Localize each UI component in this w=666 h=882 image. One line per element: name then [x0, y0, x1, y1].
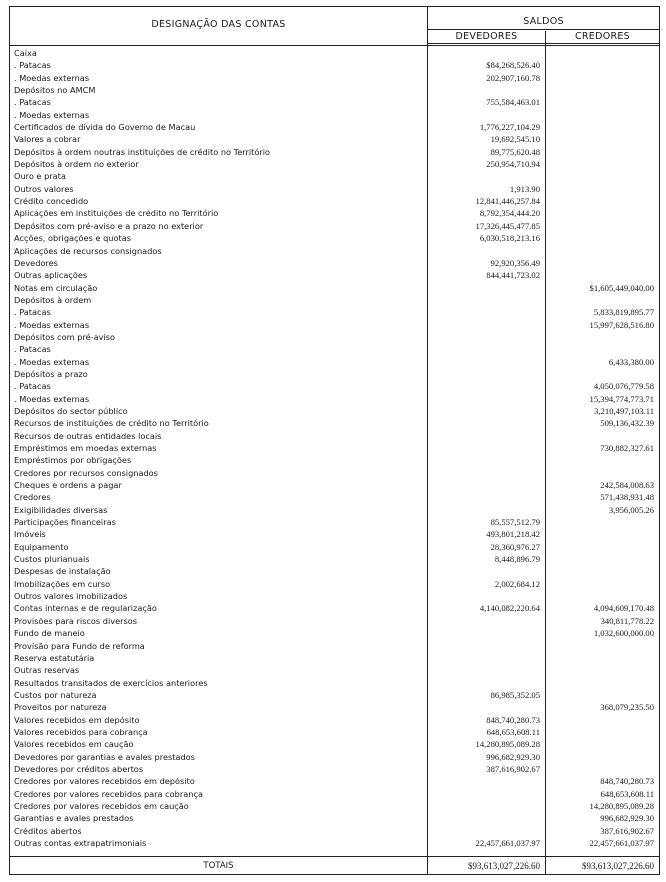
account-name: Devedores por garantias e avales prestados	[14, 751, 195, 762]
account-name: . Moedas externas	[14, 356, 90, 367]
account-name: Depósitos com pré-aviso e a prazo no exterior	[14, 220, 204, 231]
table-row	[10, 430, 659, 442]
debit-balance: 6,030,518,213.16	[479, 233, 540, 244]
account-name: Devedores por créditos abertos	[14, 763, 144, 774]
account-name: . Patacas	[14, 60, 51, 71]
table-row	[10, 454, 659, 466]
table-row	[10, 183, 659, 195]
credit-balance: $1,605,449,040.00	[589, 282, 654, 293]
account-name: Cheques e ordens a pagar	[14, 480, 122, 491]
credit-balance: 387,616,902.67	[600, 825, 654, 836]
account-name: Aplicações em instituições de crédito no Território	[14, 208, 219, 219]
account-name: Credores por valores recebidos em caução	[14, 800, 189, 811]
credit-balance: 4,094,609,170.48	[593, 603, 654, 614]
account-name: Proveitos por natureza	[14, 702, 107, 713]
table-row	[10, 133, 659, 145]
credit-balance: 3,210,497,103.11	[594, 405, 654, 416]
debit-balance: 648,653,608.11	[486, 726, 540, 737]
table-row	[10, 294, 659, 306]
totals-top-rule	[10, 856, 659, 857]
account-name: Imóveis	[14, 529, 46, 540]
table-row	[10, 541, 659, 553]
table-row	[10, 726, 659, 738]
table-row	[10, 516, 659, 528]
account-name: Provisão para Fundo de reforma	[14, 640, 145, 651]
account-name: Custos plurianuais	[14, 554, 90, 565]
account-name: Outras aplicações	[14, 270, 88, 281]
table-row	[10, 442, 659, 454]
account-name: Credores por valores recebidos em depósito	[14, 776, 195, 787]
debit-balance: 19,692,545.10	[490, 134, 540, 145]
account-name: Depósitos à ordem noutras instituições de crédito no Território	[14, 146, 271, 157]
credit-balance: 15,394,774,773.71	[589, 393, 654, 404]
table-row	[10, 664, 659, 676]
table-row	[10, 837, 659, 849]
account-name: Valores recebidos em depósito	[14, 714, 140, 725]
account-name: . Patacas	[14, 381, 51, 392]
account-name: Garantias e avales prestados	[14, 813, 134, 824]
account-name: Notas em circulação	[14, 282, 98, 293]
debit-balance: 250,954,710.94	[486, 159, 540, 170]
account-name: Depósitos à ordem	[14, 294, 92, 305]
account-name: Recursos de outras entidades locais	[14, 430, 162, 441]
header-devedores: DEVEDORES	[455, 31, 518, 42]
table-row	[10, 232, 659, 244]
account-name: Valores recebidos em caução	[14, 739, 134, 750]
totals-debit: $93,613,027,226.60	[468, 861, 540, 871]
account-name: Reserva estatutária	[14, 652, 95, 663]
account-name: Resultados transitados de exercícios anteriores	[14, 677, 208, 688]
credit-balance: 3,956,005.26	[608, 504, 654, 515]
table-row	[10, 491, 659, 503]
account-name: Devedores	[14, 257, 58, 268]
debit-balance: 17,326,445,477.85	[475, 220, 540, 231]
table-row	[10, 714, 659, 726]
account-name: Ouro e prata	[14, 171, 66, 182]
table-row	[10, 590, 659, 602]
account-name: Crédito concedido	[14, 196, 89, 207]
debit-balance: 996,682,929.30	[486, 751, 540, 762]
table-row	[10, 356, 659, 368]
account-name: Credores por recursos consignados	[14, 467, 158, 478]
account-name: . Moedas externas	[14, 109, 90, 120]
credit-balance: 1,032,600,000.00	[593, 628, 654, 639]
header-credores: CREDORES	[574, 31, 631, 42]
header-rule-saldos	[427, 29, 659, 30]
account-name: Empréstimos por obrigações	[14, 455, 132, 466]
debit-balance: 1,776,227,104.29	[479, 122, 540, 133]
debit-balance: 14,280,895,089.28	[475, 739, 540, 750]
debit-balance: 2,002,684.12	[494, 578, 540, 589]
credit-balance: 6,433,380.00	[608, 356, 654, 367]
debit-balance: 844,441,723.02	[486, 270, 540, 281]
table-row	[10, 245, 659, 257]
account-name: Outros valores	[14, 183, 74, 194]
credit-balance: 4,050,076,779.58	[593, 381, 654, 392]
account-name: . Moedas externas	[14, 319, 90, 330]
table-row	[10, 319, 659, 331]
debit-balance: 28,360,976.27	[490, 541, 540, 552]
account-name: Depósitos com pré-aviso	[14, 331, 116, 342]
debit-balance: 755,584,463.01	[486, 97, 540, 108]
totals-credit: $93,613,027,226.60	[582, 861, 654, 871]
account-name: Valores recebidos para cobrança	[14, 726, 148, 737]
account-name: Empréstimos em moedas externas	[14, 443, 157, 453]
account-name: Provisões para riscos diversos	[14, 615, 138, 626]
credit-balance: 242,584,008.63	[600, 480, 654, 491]
header-designation: DESIGNAÇÃO DAS CONTAS	[151, 19, 286, 30]
account-name: Despesas de instalação	[14, 566, 111, 577]
debit-balance: 89,775,620.48	[490, 146, 540, 157]
table-row	[10, 615, 659, 627]
table-row	[10, 220, 659, 232]
credit-balance: 848,740,280.73	[600, 776, 654, 787]
credit-balance: 996,682,929.30	[600, 813, 654, 824]
credit-balance: 15,997,628,516.80	[589, 319, 654, 330]
account-name: Equipamento	[14, 541, 69, 552]
debit-balance: 8,448,896.79	[494, 554, 540, 565]
account-name: Depósitos no AMCM	[14, 85, 96, 96]
account-name: Fundo de maneio	[14, 628, 85, 639]
table-row	[10, 812, 659, 824]
header-bottom-rule	[10, 45, 659, 46]
account-name: Acções, obrigações e quotas	[14, 233, 131, 244]
table-row	[10, 170, 659, 182]
account-name: . Moedas externas	[14, 72, 90, 83]
table-row	[10, 380, 659, 392]
table-row	[10, 282, 659, 294]
account-rows	[10, 47, 659, 849]
table-row	[10, 47, 659, 59]
debit-balance: $84,268,526.40	[486, 60, 540, 71]
table-row	[10, 652, 659, 664]
table-row	[10, 701, 659, 713]
table-row	[10, 775, 659, 787]
table-row	[10, 417, 659, 429]
account-name: Custos por natureza	[14, 689, 97, 700]
table-row	[10, 146, 659, 158]
debit-balance: 848,740,280.73	[486, 714, 540, 725]
table-row	[10, 405, 659, 417]
account-name: Depósitos a prazo	[14, 368, 88, 379]
account-name: . Patacas	[14, 307, 51, 318]
table-row	[10, 751, 659, 763]
table-row	[10, 368, 659, 380]
credit-balance: 340,811,778.22	[600, 615, 654, 626]
table-row	[10, 528, 659, 540]
account-name: Caixa	[14, 48, 37, 58]
account-name: Outras contas extrapatrimoniais	[14, 838, 147, 848]
credit-balance: 14,280,895,089.28	[589, 800, 654, 811]
table-row	[10, 504, 659, 516]
table-row	[10, 825, 659, 837]
table-row	[10, 800, 659, 812]
debit-balance: 8,792,354,444.20	[479, 208, 540, 219]
table-row	[10, 343, 659, 355]
table-row	[10, 158, 659, 170]
credit-balance: 5,833,819,895.77	[593, 307, 654, 318]
account-name: Depósitos à ordem no exterior	[14, 159, 139, 170]
totals-label: TOTAIS	[203, 861, 234, 871]
account-name: Outras reservas	[14, 665, 80, 676]
account-name: Créditos abertos	[14, 825, 82, 836]
credit-balance: 22,457,661,037.97	[589, 838, 654, 848]
table-row	[10, 788, 659, 800]
table-row	[10, 109, 659, 121]
credit-balance: 368,079,235.50	[600, 702, 654, 713]
table-row	[10, 257, 659, 269]
credit-balance: 648,653,608.11	[600, 788, 654, 799]
table-row	[10, 627, 659, 639]
account-name: Participações financeiras	[14, 517, 116, 528]
table-row	[10, 331, 659, 343]
table-row	[10, 59, 659, 71]
account-name: Certificados de dívida do Governo de Macau	[14, 122, 196, 133]
account-name: . Patacas	[14, 97, 51, 108]
account-name: Credores por valores recebidos para cobrança	[14, 788, 203, 799]
debit-balance: 86,985,352.05	[490, 689, 540, 700]
credit-balance: 571,438,931.48	[600, 492, 654, 503]
account-name: Outros valores imobilizados	[14, 591, 128, 602]
table-row	[10, 578, 659, 590]
account-name: Imobilizações em curso	[14, 578, 111, 589]
balance-sheet-table	[9, 6, 660, 875]
table-row	[10, 602, 659, 614]
table-row	[10, 677, 659, 689]
debit-balance: 387,616,902.67	[486, 763, 540, 774]
account-name: . Patacas	[14, 344, 51, 355]
table-row	[10, 553, 659, 565]
account-name: Aplicações de recursos consignados	[14, 245, 162, 256]
table-row	[10, 467, 659, 479]
header-rule-columns	[427, 43, 659, 44]
account-name: Credores	[14, 492, 51, 503]
table-row	[10, 207, 659, 219]
table-row	[10, 195, 659, 207]
table-row	[10, 738, 659, 750]
table-row	[10, 640, 659, 652]
account-name: . Moedas externas	[14, 393, 90, 404]
credit-balance: 509,136,432.39	[600, 418, 654, 429]
table-row	[10, 306, 659, 318]
debit-balance: 1,913.90	[509, 183, 540, 194]
table-row	[10, 763, 659, 775]
debit-balance: 85,557,512.79	[490, 517, 540, 528]
table-row	[10, 393, 659, 405]
account-name: Recursos de instituições de crédito no Território	[14, 418, 209, 429]
debit-balance: 4,140,082,220.64	[479, 603, 540, 614]
table-row	[10, 565, 659, 577]
debit-balance: 22,457,661,037.97	[475, 838, 540, 848]
debit-balance: 202,907,160.78	[486, 72, 540, 83]
table-row	[10, 72, 659, 84]
account-name: Exigibilidades diversas	[14, 504, 108, 515]
account-name: Depósitos do sector público	[14, 405, 128, 416]
table-row	[10, 479, 659, 491]
table-row	[10, 96, 659, 108]
debit-balance: 493,801,218.42	[486, 529, 540, 540]
debit-balance: 92,920,356.49	[490, 257, 540, 268]
debit-balance: 12,841,446,257.84	[475, 196, 540, 207]
table-row	[10, 121, 659, 133]
table-row	[10, 269, 659, 281]
header-saldos: SALDOS	[523, 16, 564, 27]
table-row	[10, 84, 659, 96]
table-row	[10, 689, 659, 701]
account-name: Contas internas e de regularização	[14, 603, 157, 614]
account-name: Valores a cobrar	[14, 134, 81, 145]
credit-balance: 730,882,327.61	[600, 443, 654, 453]
